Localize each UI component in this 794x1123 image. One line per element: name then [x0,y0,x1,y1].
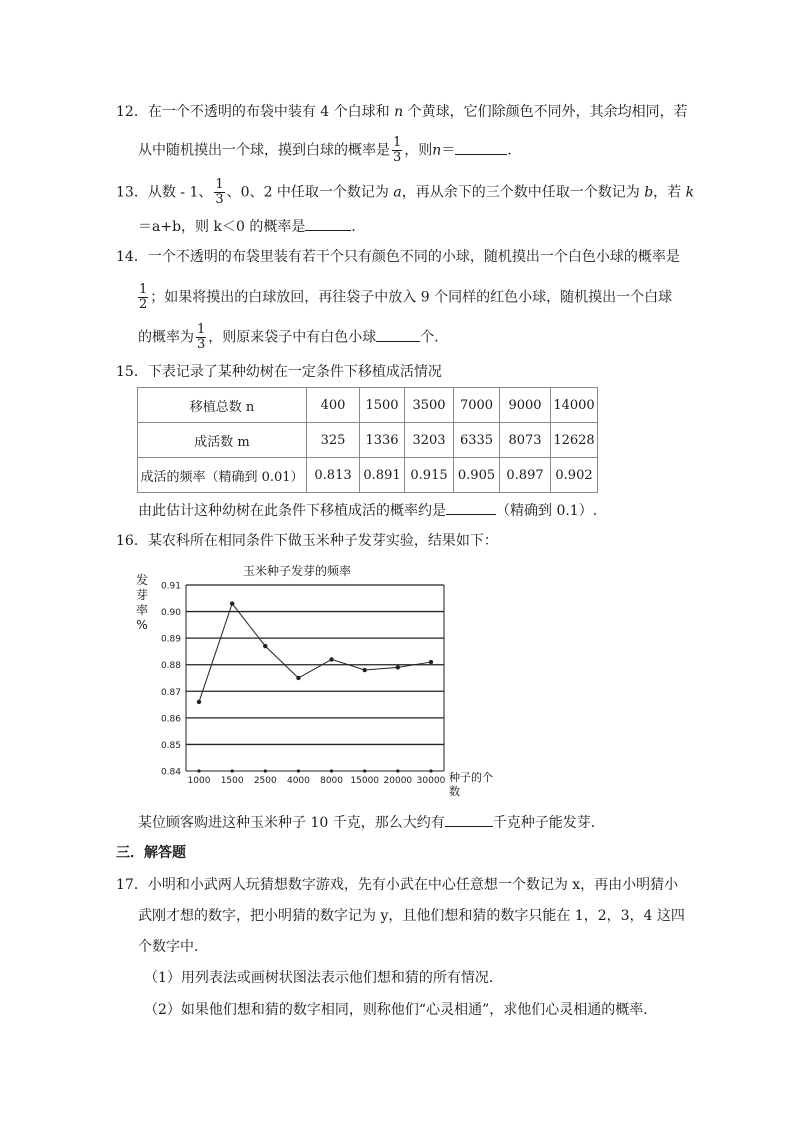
q12-text-2a: 从中随机摸出一个球，摸到白球的概率是 [138,142,390,159]
frac-denominator: 3 [393,150,402,165]
table-cell: 0.915 [405,458,454,493]
q12-fraction [392,136,402,165]
x-axis-label: 种子的个 [449,771,493,784]
q13-line2 [138,216,365,237]
q17-line1 [116,875,678,895]
data-point [329,657,333,661]
y-tick-label: 0.85 [160,740,181,751]
q12-text-2b: ，则 [404,142,433,159]
q14-line2 [136,283,672,312]
x-tick-marker [330,769,333,772]
q13-var-k: k [685,184,695,201]
table-cell: 0.905 [454,458,500,493]
x-tick-label: 4000 [286,776,310,786]
table-row-label: 移植总数 n [138,388,307,423]
table-cell: 1336 [360,423,405,458]
y-axis-label: % [136,618,148,632]
q13-text-2: 、0、2 中任取一个数记为 [226,184,389,201]
q13-text-line2: ＝a+b，则 k＜0 的概率是 [138,219,306,235]
y-axis-label: 芽 [135,588,149,602]
x-tick-marker [197,769,200,772]
q13-number: 13． [116,184,148,201]
table-row [138,458,598,493]
frac-denominator: 3 [197,337,206,352]
frac-numerator: 1 [215,177,224,192]
x-tick-label: 1500 [220,776,244,786]
q16-line1 [116,531,498,551]
y-tick-label: 0.90 [160,608,181,619]
q13-line1 [116,178,694,207]
q12-text-b: 个黄球，它们除颜色不同外，其余均相同，若 [407,104,688,120]
x-tick-marker [429,769,432,772]
table-cell: 8073 [500,423,551,458]
q14-text-3a: 的概率为 [138,329,194,346]
q15-number: 15． [116,364,148,380]
q14-text-3b: ，则原来袋子中有白色小球 [208,329,377,346]
q14-fraction-1 [138,283,148,312]
table-cell: 0.897 [500,458,551,493]
table-cell: 7000 [454,388,500,423]
q13-var-a: a [393,184,402,201]
x-tick-marker [297,769,300,772]
frac-denominator: 3 [215,192,224,207]
y-tick-label: 0.87 [160,687,181,698]
y-axis-label: 率 [135,603,149,617]
q14-text-1: 一个不透明的布袋里装有若干个只有颜色不同的小球，随机摸出一个白色小球的概率是 [147,249,680,265]
q12-eq: ＝ [441,142,456,159]
q16-conclusion-a: 某位顾客购进这种玉米种子 10 千克，那么大约有 [138,815,445,831]
q12-end: ． [507,142,522,159]
q12-line1 [116,102,688,122]
transplant-table [137,387,598,493]
x-tick-label: 1000 [187,776,211,786]
x-tick-label: 2500 [253,776,277,786]
q14-fraction-2 [196,323,206,352]
data-point [363,668,367,672]
x-tick-label: 20000 [383,776,413,786]
q17-line3: 个数字中． [138,939,208,955]
data-point [296,676,300,680]
q13-text-3: ，再从余下的三个数中任取一个数记为 [401,184,640,201]
table-cell: 325 [307,423,360,458]
q17-subquestion-1: （1）用列表法或画树状图法表示他们想和猜的所有情况． [144,970,503,986]
y-axis-label: 发 [135,573,149,587]
data-point [396,665,400,669]
q13-var-b: b [644,184,654,201]
x-tick-marker [231,769,234,772]
q14-end: 个． [420,329,449,346]
q16-intro: 某农科所在相同条件下做玉米种子发芽实验，结果如下： [147,533,498,549]
answer-blank[interactable] [445,812,493,827]
table-cell: 0.902 [551,458,598,493]
table-cell: 400 [307,388,360,423]
q12-number: 12． [116,104,148,120]
table-cell: 0.891 [360,458,405,493]
data-point [263,644,267,648]
table-cell: 9000 [500,388,551,423]
table-row-label: 成活的频率（精确到 0.01） [138,458,307,493]
x-tick-marker [396,769,399,772]
chart-title: 玉米种子发芽的频率 [242,564,352,578]
section-heading: 三．解答题 [116,845,186,861]
table-row [138,423,598,458]
data-point [197,700,201,704]
q14-number: 14． [116,249,148,265]
table-cell: 6335 [454,423,500,458]
q15-conclusion-a: 由此估计这种幼树在此条件下移植成活的概率约是 [138,503,446,519]
table-row [138,388,598,423]
q15-line1 [116,362,442,382]
q17-line2: 武刚才想的数字，把小明猜的数字记为 y，且他们想和猜的数字只能在 1，2，3，4 这四 [138,908,685,924]
y-tick-label: 0.89 [160,634,181,645]
q17-number: 17． [116,877,148,893]
x-tick-marker [363,769,366,772]
data-point [429,660,433,664]
x-axis-label: 数 [449,785,460,798]
frac-numerator: 1 [197,322,206,337]
answer-blank[interactable] [376,327,420,342]
answer-blank[interactable] [305,216,351,231]
q14-line1 [116,247,680,267]
table-cell: 12628 [551,423,598,458]
x-tick-label: 30000 [416,776,446,786]
frac-numerator: 1 [393,135,402,150]
answer-blank[interactable] [455,140,507,155]
q12-line2 [138,136,521,165]
data-point [230,601,234,605]
y-tick-label: 0.88 [160,661,181,672]
x-tick-label: 15000 [350,776,380,786]
series-line [199,604,431,702]
x-tick-label: 8000 [320,776,344,786]
table-cell: 1500 [360,388,405,423]
q13-end: ． [351,219,366,235]
q14-line3 [138,323,448,352]
table-cell: 0.813 [307,458,360,493]
q17-subquestion-2: （2）如果他们想和猜的数字相同，则称他们“心灵相通”，求他们心灵相通的概率． [144,1002,658,1018]
frac-numerator: 1 [139,282,148,297]
table-cell: 3203 [405,423,454,458]
table-cell: 14000 [551,388,598,423]
q15-conclusion [138,500,597,521]
q16-number: 16． [116,533,148,549]
q17-text-1: 小明和小武两人玩猜想数字游戏，先有小武在中心任意想一个数记为 x，再由小明猜小 [147,877,679,893]
y-tick-label: 0.91 [160,581,181,592]
answer-blank[interactable] [446,500,496,515]
q12-var-n-2: n [432,142,442,159]
y-tick-label: 0.86 [160,714,181,725]
x-tick-marker [264,769,267,772]
table-cell: 3500 [405,388,454,423]
frac-denominator: 2 [139,297,148,312]
q12-text: 在一个不透明的布袋中装有 4 个白球和 [147,104,390,120]
q15-conclusion-b: （精确到 0.1）. [496,503,598,519]
q15-intro: 下表记录了某种幼树在一定条件下移植成活情况 [147,364,442,380]
q16-conclusion [138,812,605,833]
q14-text-2: ；如果将摸出的白球放回，再往袋子中放入 9 个同样的红色小球，随机摸出一个白球 [150,289,673,306]
table-row-label: 成活数 m [138,423,307,458]
q12-var-n: n [394,104,404,120]
q16-conclusion-b: 千克种子能发芽． [492,815,605,831]
y-tick-label: 0.84 [160,767,181,778]
q13-fraction [214,178,224,207]
q13-text-4: ，若 [653,184,682,201]
q13-text-1: 从数 - 1、 [147,184,213,201]
